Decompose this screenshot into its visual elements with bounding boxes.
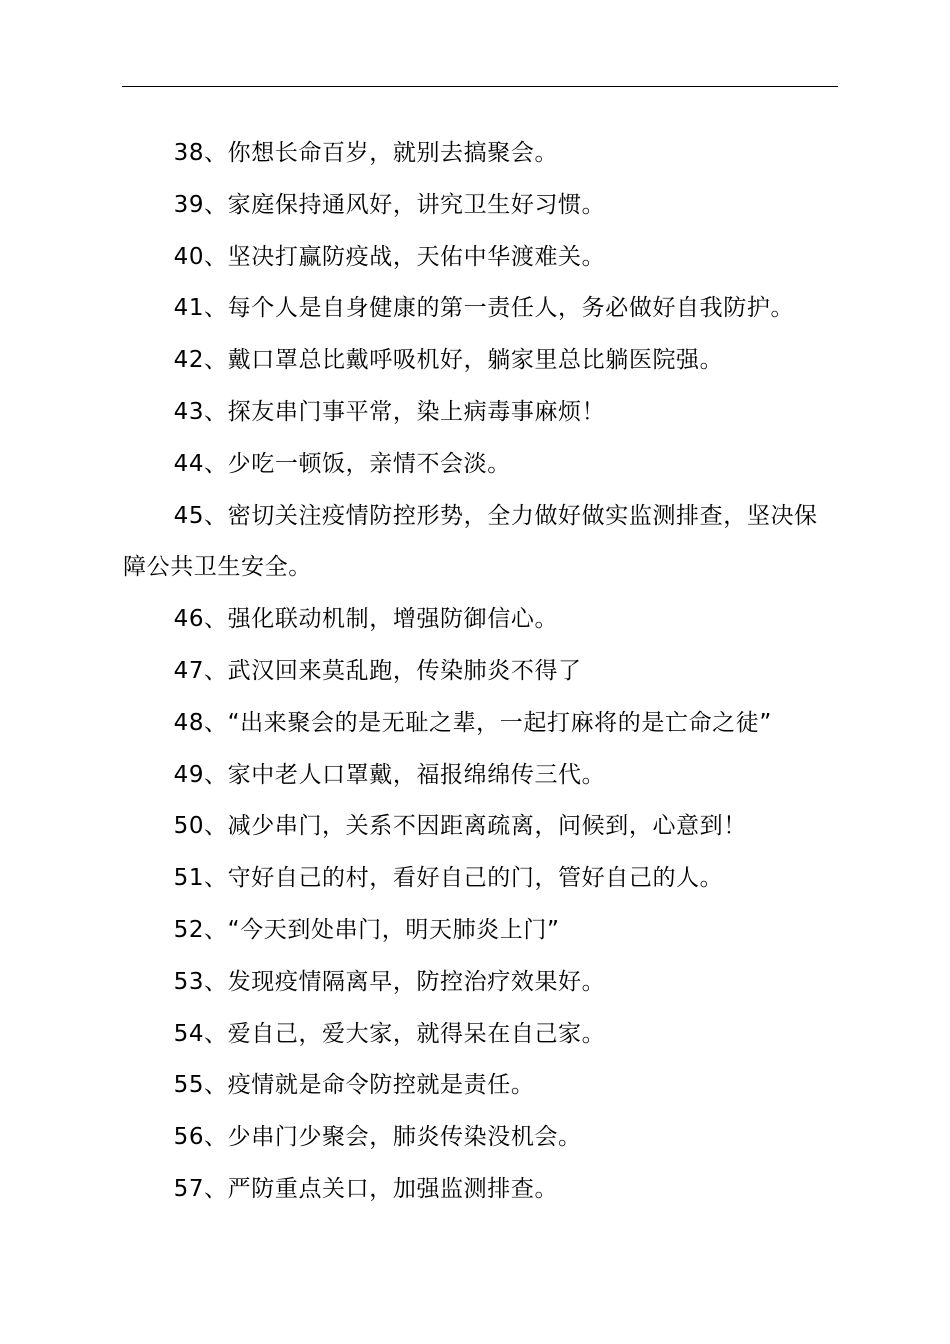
paragraph-41: 41、每个人是自身健康的第一责任人，务必做好自我防护。: [173, 295, 795, 322]
paragraph-46: 46、强化联动机制，增强防御信心。: [173, 606, 559, 633]
paragraph-52: 52、“今天到处串门，明天肺炎上门”: [173, 916, 560, 943]
paragraph-53: 53、发现疫情隔离早，防控治疗效果好。: [173, 968, 606, 995]
paragraph-39: 39、家庭保持通风好，讲究卫生好习惯。: [173, 191, 606, 218]
paragraph-48: 48、“出来聚会的是无耻之辈，一起打麻将的是亡命之徒”: [173, 709, 772, 736]
paragraph-44: 44、少吃一顿饭，亲情不会淡。: [173, 450, 511, 477]
paragraph-51: 51、守好自己的村，看好自己的门，管好自己的人。: [173, 865, 724, 892]
header-rule: [122, 86, 838, 87]
paragraph-56: 56、少串门少聚会，肺炎传染没机会。: [173, 1124, 582, 1151]
paragraph-45: 45、密切关注疫情防控形势，全力做好做实监测排查，坚决保障公共卫生安全。: [123, 502, 818, 581]
paragraph-47: 47、武汉回来莫乱跑，传染肺炎不得了: [173, 657, 582, 684]
paragraph-57: 57、严防重点关口，加强监测排查。: [173, 1175, 559, 1202]
document-body: [123, 128, 839, 1216]
paragraph-43: 43、探友串门事平常，染上病毒事麻烦！: [173, 398, 606, 425]
paragraph-50: 50、减少串门，关系不因距离疏离，问候到，心意到！: [173, 813, 747, 840]
paragraph-54: 54、爱自己，爱大家，就得呆在自己家。: [173, 1020, 606, 1047]
paragraph-38: 38、你想长命百岁，就别去搞聚会。: [173, 140, 559, 166]
paragraph-55: 55、疫情就是命令防控就是责任。: [173, 1072, 535, 1099]
paragraph-40: 40、坚决打赢防疫战，天佑中华渡难关。: [173, 243, 606, 270]
paragraph-49: 49、家中老人口罩戴，福报绵绵传三代。: [173, 761, 606, 788]
paragraph-42: 42、戴口罩总比戴呼吸机好，躺家里总比躺医院强。: [173, 347, 724, 374]
